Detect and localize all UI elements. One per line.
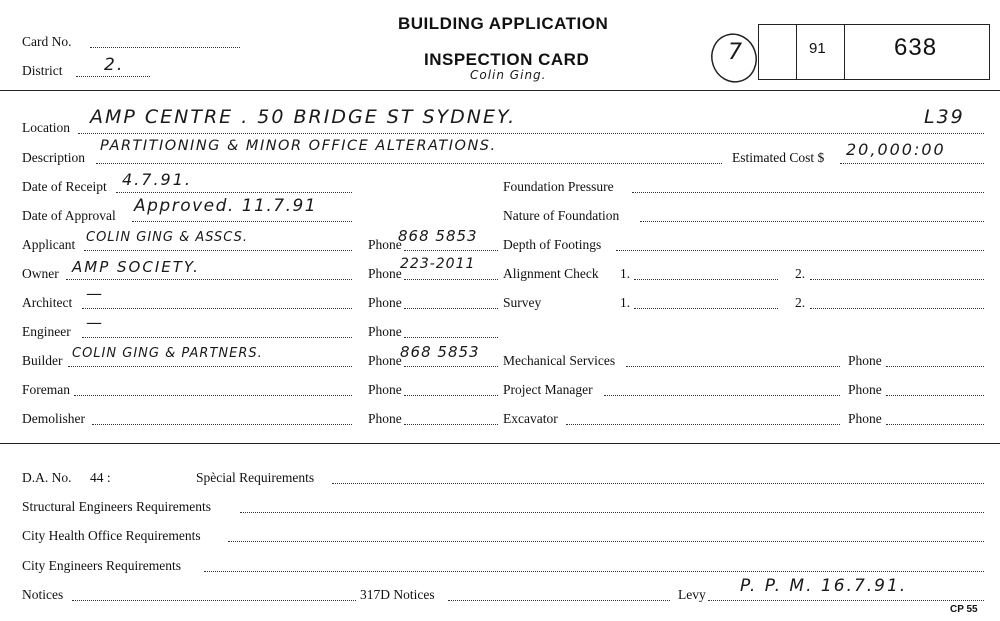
estimated-cost-value: 20,000:00: [846, 140, 946, 159]
number-box-divider-2: [844, 24, 845, 80]
foreman-phone-label: Phone: [368, 382, 402, 397]
date-approval-field: [132, 221, 352, 222]
depth-footings-field: [616, 250, 984, 251]
box-large-number: 638: [894, 34, 938, 61]
alignment-field-2: [810, 279, 984, 280]
applicant-field: [84, 250, 352, 251]
title-scribble: Colin Ging.: [470, 68, 547, 82]
architect-label: Architect: [22, 295, 73, 310]
estimated-cost-label: Estimated Cost $: [732, 150, 825, 165]
nature-foundation-field: [640, 221, 984, 222]
engineer-label: Engineer: [22, 324, 71, 339]
demolisher-field: [92, 424, 352, 425]
structural-requirements-label: Structural Engineers Requirements: [22, 499, 211, 514]
architect-phone-label: Phone: [368, 295, 402, 310]
header-divider: [0, 90, 1000, 91]
form-code: CP 55: [950, 604, 978, 615]
number-box-divider-1: [796, 24, 797, 80]
excavator-field: [566, 424, 840, 425]
project-manager-label: Project Manager: [503, 382, 593, 397]
owner-phone-value: 223-2011: [400, 256, 476, 272]
demolisher-label: Demolisher: [22, 411, 85, 426]
applicant-phone-label: Phone: [368, 237, 402, 252]
project-manager-phone-label: Phone: [848, 382, 882, 397]
district-field: [76, 76, 150, 77]
builder-phone-value: 868 5853: [400, 343, 480, 361]
card-no-label: Card No.: [22, 34, 72, 49]
location-value: AMP CENTRE . 50 BRIDGE ST SYDNEY.: [90, 106, 517, 128]
notices-label: Notices: [22, 587, 64, 602]
description-field: [96, 163, 722, 164]
excavator-phone-field: [886, 424, 984, 425]
structural-requirements-field: [240, 512, 984, 513]
owner-field: [66, 279, 352, 280]
owner-value: AMP SOCIETY.: [72, 258, 200, 276]
location-code: L39: [924, 106, 965, 128]
health-requirements-field: [228, 541, 984, 542]
box-small-number: 91: [809, 40, 826, 57]
date-receipt-field: [116, 192, 352, 193]
card-no-field: [90, 47, 240, 48]
depth-footings-label: Depth of Footings: [503, 237, 602, 252]
excavator-phone-label: Phone: [848, 411, 882, 426]
survey-num-2: 2.: [795, 295, 806, 310]
engineer-field: [82, 337, 352, 338]
alignment-num-2: 2.: [795, 266, 806, 281]
location-label: Location: [22, 120, 70, 135]
mechanical-phone-field: [886, 366, 984, 367]
demolisher-phone-field: [404, 424, 498, 425]
survey-field-1: [634, 308, 778, 309]
survey-num-1: 1.: [620, 295, 631, 310]
architect-phone-field: [404, 308, 498, 309]
district-value: 2.: [104, 55, 125, 75]
demolisher-phone-label: Phone: [368, 411, 402, 426]
circled-number: 7: [728, 40, 742, 65]
builder-field: [68, 366, 352, 367]
owner-phone-label: Phone: [368, 266, 402, 281]
estimated-cost-field: [840, 163, 984, 164]
notices-317d-label: 317D Notices: [360, 587, 435, 602]
project-manager-field: [604, 395, 840, 396]
special-requirements-label: Spècial Requirements: [196, 470, 315, 485]
special-requirements-field: [332, 483, 984, 484]
description-value: PARTITIONING & MINOR OFFICE ALTERATIONS.: [100, 138, 497, 154]
section-divider: [0, 443, 1000, 444]
owner-phone-field: [404, 279, 498, 280]
architect-value: —: [86, 284, 102, 303]
card-number-box: [758, 24, 990, 80]
builder-value: COLIN GING & PARTNERS.: [72, 346, 263, 361]
engineers-requirements-field: [204, 571, 984, 572]
foreman-phone-field: [404, 395, 498, 396]
notices-317d-field: [448, 600, 670, 601]
nature-foundation-label: Nature of Foundation: [503, 208, 620, 223]
foreman-label: Foreman: [22, 382, 70, 397]
architect-field: [82, 308, 352, 309]
levy-value: P. P. M. 16.7.91.: [740, 576, 908, 596]
levy-label: Levy: [678, 587, 706, 602]
excavator-label: Excavator: [503, 411, 558, 426]
applicant-value: COLIN GING & ASSCS.: [86, 230, 248, 245]
applicant-phone-field: [404, 250, 498, 251]
builder-label: Builder: [22, 353, 63, 368]
builder-phone-field: [404, 366, 498, 367]
alignment-num-1: 1.: [620, 266, 631, 281]
mechanical-label: Mechanical Services: [503, 353, 616, 368]
project-manager-phone-field: [886, 395, 984, 396]
date-approval-label: Date of Approval: [22, 208, 116, 223]
applicant-label: Applicant: [22, 237, 76, 252]
engineer-phone-label: Phone: [368, 324, 402, 339]
date-receipt-label: Date of Receipt: [22, 179, 107, 194]
survey-field-2: [810, 308, 984, 309]
owner-label: Owner: [22, 266, 59, 281]
date-receipt-value: 4.7.91.: [122, 170, 192, 189]
mechanical-phone-label: Phone: [848, 353, 882, 368]
foreman-field: [74, 395, 352, 396]
notices-field: [72, 600, 356, 601]
health-requirements-label: City Health Office Requirements: [22, 528, 201, 543]
description-label: Description: [22, 150, 85, 165]
levy-field: [708, 600, 984, 601]
district-label: District: [22, 63, 63, 78]
location-field: [78, 133, 984, 134]
applicant-phone-value: 868 5853: [398, 227, 478, 245]
engineer-value: —: [86, 313, 102, 332]
engineers-requirements-label: City Engineers Requirements: [22, 558, 181, 573]
alignment-field-1: [634, 279, 778, 280]
builder-phone-label: Phone: [368, 353, 402, 368]
mechanical-field: [626, 366, 840, 367]
date-approval-value: Approved. 11.7.91: [134, 196, 318, 216]
card-subtitle: INSPECTION CARD: [424, 50, 590, 69]
foundation-pressure-field: [632, 192, 984, 193]
da-no-label: D.A. No.: [22, 470, 72, 485]
da-no-value: 44 :: [90, 470, 111, 485]
card-title: BUILDING APPLICATION: [398, 14, 609, 33]
survey-label: Survey: [503, 295, 542, 310]
alignment-check-label: Alignment Check: [503, 266, 599, 281]
foundation-pressure-label: Foundation Pressure: [503, 179, 614, 194]
engineer-phone-field: [404, 337, 498, 338]
